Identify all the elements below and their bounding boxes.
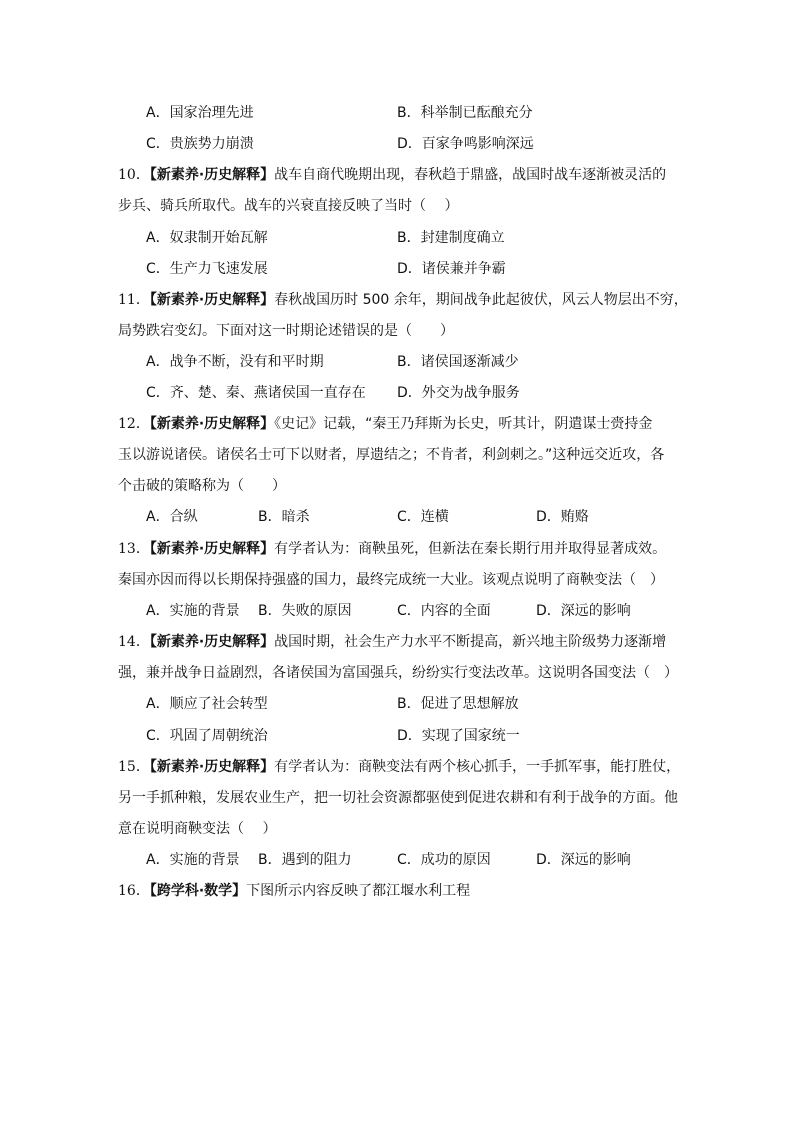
q14-option-c: C．巩固了周朝统治: [146, 728, 268, 744]
q15-option-b: B．遇到的阻力: [258, 852, 352, 868]
q12-option-d: D．贿赂: [536, 509, 589, 525]
q15-option-d: D．深远的影响: [536, 852, 631, 868]
q15-option-c: C．成功的原因: [397, 852, 491, 868]
question-text: 春秋战国历时 500 余年，期间战争此起彼伏，风云人物层出不穷，: [274, 292, 688, 308]
question-number: 10．: [118, 167, 150, 183]
question-number: 11．: [118, 292, 150, 308]
q13-option-b: B．失败的原因: [258, 603, 352, 619]
question-tag: 【新素养·历史解释】: [149, 634, 275, 650]
q13-stem-line-2: 秦国亦因而得以长期保持强盛的国力，最终完成统一大业。该观点说明了商鞅变法（ ）: [118, 572, 664, 588]
question-text: 有学者认为：商鞅变法有两个核心抓手，一手抓军事，能打胜仗，: [274, 759, 681, 775]
q11-stem-line-1: [118, 290, 688, 310]
question-number: 16．: [118, 883, 150, 899]
q12-stem-line-3: 个击破的策略称为（ ）: [118, 478, 286, 494]
question-text: 战国时期，社会生产力水平不断提高，新兴地主阶级势力逐渐增: [274, 634, 667, 650]
q11-option-d: D．外交为战争服务: [397, 385, 520, 401]
question-text: 下图所示内容反映了都江堰水利工程: [246, 883, 471, 899]
q12-option-b: B．暗杀: [258, 509, 310, 525]
q10-option-a: A．奴隶制开始瓦解: [146, 230, 268, 246]
q14-stem-line-1: [118, 632, 666, 652]
question-tag: 【新素养·历史解释】: [149, 416, 275, 432]
q13-option-a: A．实施的背景: [146, 603, 240, 619]
question-number: 13．: [118, 541, 150, 557]
question-number: 15．: [118, 759, 150, 775]
q14-option-b: B．促进了思想解放: [397, 696, 519, 712]
question-tag: 【新素养·历史解释】: [149, 541, 275, 557]
q15-stem-line-3: 意在说明商鞅变法（ ）: [118, 821, 277, 837]
q9-option-d: D．百家争鸣影响深远: [397, 136, 534, 152]
q14-stem-line-2: 强，兼并战争日益剧烈，各诸侯国为富国强兵，纷纷实行变法改革。这说明各国变法（ ）: [118, 665, 678, 681]
q11-option-a: A．战争不断，没有和平时期: [146, 354, 324, 370]
q14-option-d: D．实现了国家统一: [397, 728, 520, 744]
q10-option-d: D．诸侯兼并争霸: [397, 261, 506, 277]
q11-stem-line-2: 局势跌宕变幻。下面对这一时期论述错误的是（ ）: [118, 323, 454, 339]
q9-option-b: B．科举制已酝酿充分: [397, 105, 533, 121]
q12-stem-line-1: [118, 414, 652, 434]
q15-option-a: A．实施的背景: [146, 852, 240, 868]
q12-option-a: A．合纵: [146, 509, 198, 525]
q11-option-c: C．齐、楚、秦、燕诸侯国一直存在: [146, 385, 366, 401]
question-number: 12．: [118, 416, 150, 432]
q14-option-a: A．顺应了社会转型: [146, 696, 268, 712]
q10-stem-line-2: 步兵、骑兵所取代。战车的兴衰直接反映了当时（ ）: [118, 198, 459, 214]
question-tag: 【跨学科·数学】: [149, 883, 247, 899]
question-text: 战车自商代晚期出现，春秋趋于鼎盛，战国时战车逐渐被灵活的: [274, 167, 667, 183]
q13-option-d: D．深远的影响: [536, 603, 631, 619]
q12-stem-line-2: 玉以游说诸侯。诸侯名士可下以财者，厚遗结之；不肯者，利剑刺之。”这种远交近攻，各: [118, 447, 665, 463]
question-tag: 【新素养·历史解释】: [149, 759, 275, 775]
q13-stem-line-1: [118, 539, 666, 559]
q10-option-b: B．封建制度确立: [397, 230, 505, 246]
question-number: 14．: [118, 634, 150, 650]
q9-option-c: C．贵族势力崩溃: [146, 136, 254, 152]
q12-option-c: C．连横: [397, 509, 449, 525]
q15-stem-line-1: [118, 757, 680, 777]
q15-stem-line-2: 另一手抓种粮，发展农业生产，把一切社会资源都驱使到促进农耕和有利于战争的方面。他: [118, 790, 678, 806]
question-text: 有学者认为：商鞅虽死，但新法在秦长期行用并取得显著成效。: [274, 541, 667, 557]
q10-option-c: C．生产力飞速发展: [146, 261, 268, 277]
question-tag: 【新素养·历史解释】: [149, 292, 275, 308]
q11-option-b: B．诸侯国逐渐减少: [397, 354, 519, 370]
q13-option-c: C．内容的全面: [397, 603, 491, 619]
question-text: 《史记》记载，“秦王乃拜斯为长史，听其计，阴遣谋士赍持金: [274, 416, 653, 432]
q16-stem-line-1: [118, 881, 470, 901]
q10-stem-line-1: [118, 165, 666, 185]
question-tag: 【新素养·历史解释】: [149, 167, 275, 183]
q9-option-a: A．国家治理先进: [146, 105, 254, 121]
